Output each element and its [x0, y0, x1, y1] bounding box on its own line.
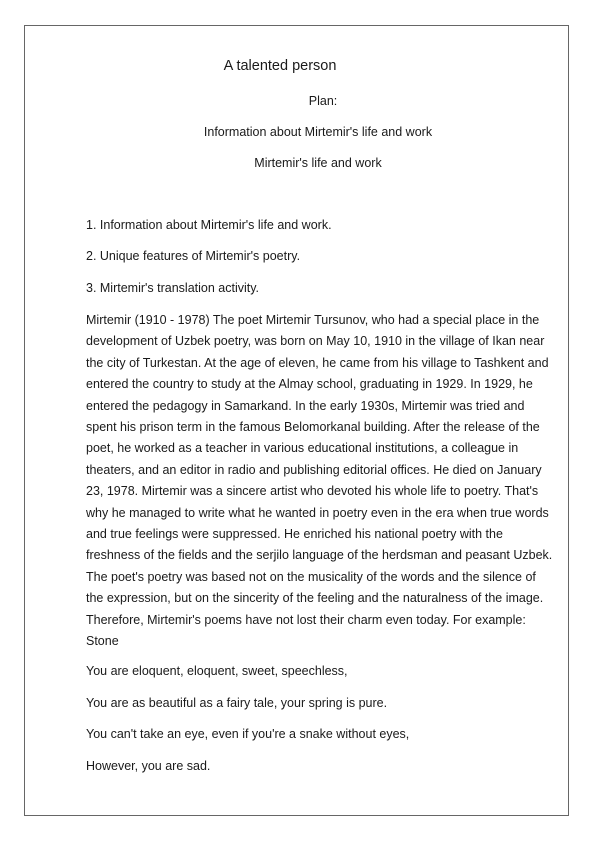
plan-label: Plan:: [308, 94, 338, 108]
plan-item: Mirtemir's life and work: [254, 156, 382, 170]
plan-item: Information about Mirtemir's life and work: [203, 125, 433, 139]
poem-line: You can't take an eye, even if you're a snake without eyes,: [86, 727, 410, 741]
poem-line: However, you are sad.: [86, 759, 211, 773]
poem-line: You are eloquent, eloquent, sweet, speechless,: [86, 664, 348, 678]
document-title: A talented person: [223, 58, 337, 74]
numbered-list-item: 1. Information about Mirtemir's life and work.: [86, 218, 332, 232]
body-paragraph: Mirtemir (1910 - 1978) The poet Mirtemir Tursunov, who had a special place in the development of Uzbek poetry, was born on May 10, 1910 in the village of Ikan near the city of Turkestan. At the age of eleven, he came from his village to Tashkent and entered the country to study at the Almay school, graduating in 1929. In 1929, he entered the pedagogy in Samarkand. In the early 1930s, Mirtemir was tried and spent his prison term in the famous Belomorkanal building. After the release of the poet, he worked as a teacher in various educational institutions, a colleague in theaters, and an editor in radio and publishing editorial offices. He died on January 23, 1978. Mirtemir was a sincere artist who devoted his whole life to poetry. That's why he managed to write what he wanted in poetry even in the era when true words and true feelings were suppressed. He enriched his national poetry with the freshness of the fields and the serjilo language of the herdsman and peasant Uzbek. The poet's poetry was based not on the musicality of the words and the silence of the expression, but on the sincerity of the feeling and the naturalness of the image. Therefore, Mirtemir's poems have not lost their charm even today. For example: Stone: [86, 313, 553, 649]
poem-line: You are as beautiful as a fairy tale, your spring is pure.: [86, 696, 388, 710]
numbered-list-item: 2. Unique features of Mirtemir's poetry.: [86, 249, 301, 263]
numbered-list-item: 3. Mirtemir's translation activity.: [86, 281, 260, 295]
